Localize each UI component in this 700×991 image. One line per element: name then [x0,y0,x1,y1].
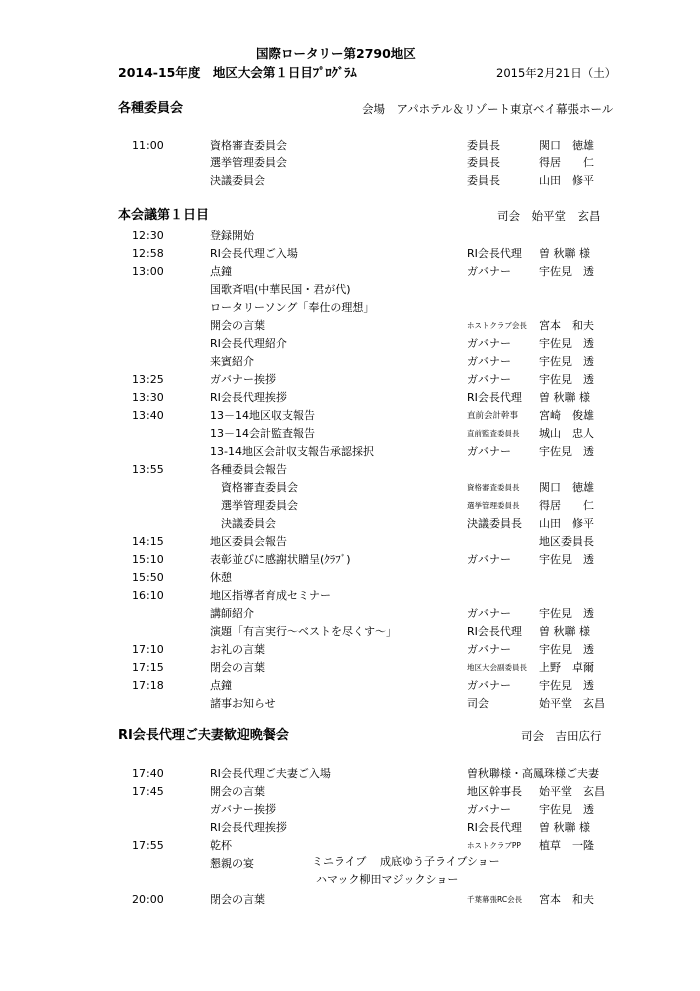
row-name: 宇佐見 透 [539,337,594,350]
row-item: 開会の言葉 [210,319,265,332]
row-time: 14:15 [132,535,164,548]
row-item: 13－14会計監査報告 [210,427,315,440]
row-time: 17:45 [132,785,164,798]
row-time: 17:10 [132,643,164,656]
row-time: 13:30 [132,391,164,404]
row-name: 曽 秋聯 様 [539,821,590,834]
entertain-label: ミニライブ [312,855,367,868]
row-role: 地区幹事長 [467,785,522,798]
row-time: 17:40 [132,767,164,780]
row-name: 宇佐見 透 [539,803,594,816]
row-item: 点鐘 [210,265,232,278]
row-role: ガバナー [467,643,511,656]
row-item: ガバナー挨拶 [210,373,276,386]
banquet-mc: 司会 吉田広行 [521,729,602,743]
row-time: 15:50 [132,571,164,584]
row-name: 得居 仁 [539,156,594,169]
row-item: 国歌斉唱(中華民国・君が代) [210,283,351,296]
row-item: 表彰並びに感謝状贈呈(ｸﾗﾌﾞ) [210,553,351,566]
program-title: 2014-15年度 地区大会第１日目ﾌﾟﾛｸﾞﾗﾑ [118,65,357,80]
row-name: 宇佐見 透 [539,553,594,566]
row-item: ガバナー挨拶 [210,803,276,816]
row-item: 閉会の言葉 [210,893,265,906]
row-time: 17:18 [132,679,164,692]
row-time: 16:10 [132,589,164,602]
row-item: 地区委員会報告 [210,535,287,548]
row-role: ガバナー [467,265,511,278]
row-item: 資格審査委員会 [210,481,298,494]
row-name: 宇佐見 透 [539,355,594,368]
row-role: 委員長 [467,156,500,169]
row-role: ガバナー [467,553,511,566]
row-time: 15:10 [132,553,164,566]
row-time: 11:00 [132,139,164,152]
row-name: 曽 秋聯 様 [539,247,590,260]
row-item: 地区指導者育成セミナー [210,589,331,602]
row-name: 植草 一隆 [539,839,594,852]
row-item: RI会長代理紹介 [210,337,287,350]
row-item: 資格審査委員会 [210,139,287,152]
row-role: ホストクラブPP [467,841,521,850]
row-name: 宇佐見 透 [539,643,594,656]
row-time: 13:55 [132,463,164,476]
row-name: 城山 忠人 [539,427,594,440]
row-name: 曽 秋聯 様 [539,391,590,404]
row-item: 点鐘 [210,679,232,692]
row-item: 13-14地区会計収支報告承認採択 [210,445,374,458]
row-role: ガバナー [467,803,511,816]
row-role: 委員長 [467,139,500,152]
row-item: 懇親の宴 [210,857,254,870]
row-role: ガバナー [467,679,511,692]
row-name: 宮本 和夫 [539,893,594,906]
entertain-detail: 成底ゆう子ライブショー [380,855,500,868]
row-item: RI会長代理挨拶 [210,391,287,404]
row-item: お礼の言葉 [210,643,265,656]
row-name: 宮本 和夫 [539,319,594,332]
row-role: RI会長代理 [467,247,522,260]
row-item: 休憩 [210,571,232,584]
section-title-plenary: 本会議第１日目 [118,208,210,223]
row-time: 17:55 [132,839,164,852]
entertain-detail: ハマック柳田マジックショー [316,873,459,886]
row-role: ガバナー [467,355,511,368]
row-item: 決議委員会 [210,174,265,187]
row-role: ガバナー [467,373,511,386]
row-name: 得居 仁 [539,499,594,512]
row-role: ガバナー [467,445,511,458]
row-role: RI会長代理 [467,625,522,638]
row-name: 宇佐見 透 [539,445,594,458]
row-time: 20:00 [132,893,164,906]
row-item: 決議委員会 [210,517,276,530]
row-time: 13:00 [132,265,164,278]
row-role: ホストクラブ会長 [467,321,527,330]
section-title-banquet: RI会長代理ご夫妻歓迎晩餐会 [118,728,289,743]
row-role: 曽秋聯様・高鳳珠様ご夫妻 [467,767,599,780]
row-role: 地区大会副委員長 [467,663,527,672]
plenary-mc: 司会 始平堂 玄昌 [497,209,601,223]
row-role: RI会長代理 [467,391,522,404]
row-name: 関口 徳雄 [539,139,594,152]
row-item: RI会長代理ご入場 [210,247,298,260]
row-name: 曽 秋聯 様 [539,625,590,638]
program-date: 2015年2月21日（土） [496,66,617,80]
row-item: 選挙管理委員会 [210,156,287,169]
row-role: ガバナー [467,607,511,620]
row-name: 始平堂 玄昌 [539,785,605,798]
row-item: 選挙管理委員会 [210,499,298,512]
row-name: 宮崎 俊雄 [539,409,594,422]
row-time: 13:25 [132,373,164,386]
row-role: 直前会計幹事 [467,411,519,421]
row-role: 直前監査委員長 [467,429,520,438]
row-role: 資格審査委員長 [467,483,520,492]
section-title-committees: 各種委員会 [118,101,184,116]
row-item: 来賓紹介 [210,355,254,368]
row-name: 始平堂 玄昌 [539,697,605,710]
row-item: 演題「有言実行～ベストを尽くす～」 [210,625,397,638]
row-time: 12:30 [132,229,164,242]
row-item: 開会の言葉 [210,785,265,798]
row-item: RI会長代理挨拶 [210,821,287,834]
row-name: 関口 徳雄 [539,481,594,494]
row-name: 山田 修平 [539,174,594,187]
row-item: ロータリーソング「奉仕の理想」 [210,301,375,314]
row-role: 選挙管理委員長 [467,501,520,510]
row-item: 乾杯 [210,839,232,852]
row-item: 諸事お知らせ [210,697,276,710]
row-time: 12:58 [132,247,164,260]
row-role: ガバナー [467,337,511,350]
row-name: 宇佐見 透 [539,373,594,386]
row-item: RI会長代理ご夫妻ご入場 [210,767,331,780]
row-item: 各種委員会報告 [210,463,287,476]
row-role: 委員長 [467,174,500,187]
row-item: 講師紹介 [210,607,254,620]
venue: 会場 アパホテル＆リゾート東京ベイ幕張ホール [362,102,614,116]
org-title: 国際ロータリー第2790地区 [256,46,416,61]
row-name: 上野 卓爾 [539,661,594,674]
row-role: RI会長代理 [467,821,522,834]
row-role: 司会 [467,697,489,710]
row-item: 閉会の言葉 [210,661,265,674]
row-role: 千葉幕張RC会長 [467,895,523,904]
row-name: 地区委員長 [539,535,594,548]
row-time: 17:15 [132,661,164,674]
row-name: 宇佐見 透 [539,265,594,278]
row-time: 13:40 [132,409,164,422]
row-name: 宇佐見 透 [539,679,594,692]
row-name: 宇佐見 透 [539,607,594,620]
row-item: 13－14地区収支報告 [210,409,315,422]
row-item: 登録開始 [210,229,254,242]
row-name: 山田 修平 [539,517,594,530]
row-role: 決議委員長 [467,517,522,530]
